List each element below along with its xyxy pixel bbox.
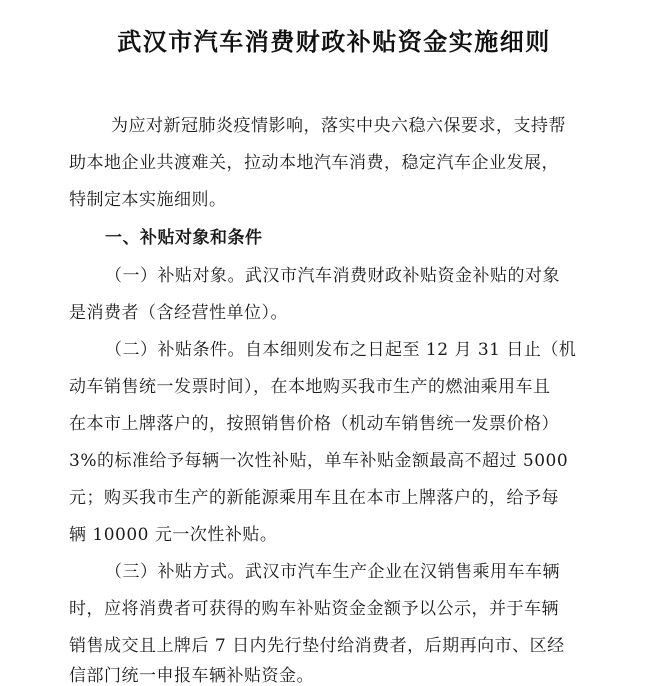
item2-line-1: （二）补贴条件。自本细则发布之日起至 12 月 31 日止（机 [105,340,577,360]
intro-line-3: 特制定本实施细则。 [69,190,227,210]
item2-line-6: 辆 10000 元一次性补贴。 [69,525,278,545]
intro-line-2: 助本地企业共渡难关，拉动本地汽车消费，稳定汽车企业发展， [69,153,559,173]
item1-line-1: （一）补贴对象。武汉市汽车消费财政补贴资金补贴的对象 [105,266,560,286]
document-title: 武汉市汽车消费财政补贴资金实施细则 [117,28,551,56]
section-heading: 一、补贴对象和条件 [105,228,263,248]
item2-line-5: 元；购买我市生产的新能源乘用车且在本市上牌落户的，给予每 [69,488,559,508]
item3-line-2: 时，应将消费者可获得的购车补贴资金金额予以公示，并于车辆 [69,599,559,619]
item1-line-2: 是消费者（含经营性单位）。 [69,303,288,323]
item3-line-4: 信部门统一申报车辆补贴资金。 [69,666,314,686]
item3-line-3: 销售成交且上牌后 7 日内先行垫付给消费者，后期再向市、区经 [69,636,565,656]
item2-line-2: 动车销售统一发票时间），在本地购买我市生产的燃油乘用车且 [69,377,551,397]
intro-line-1: 为应对新冠肺炎疫情影响，落实中央六稳六保要求，支持帮 [111,116,566,136]
item2-line-3: 在本市上牌落户的，按照销售价格（机动车销售统一发票价格） [69,414,559,434]
item2-line-4: 3%的标准给予每辆一次性补贴，单车补贴金额最高不超过 5000 [69,451,569,471]
item3-line-1: （三）补贴方式。武汉市汽车生产企业在汉销售乘用车车辆 [105,562,560,582]
